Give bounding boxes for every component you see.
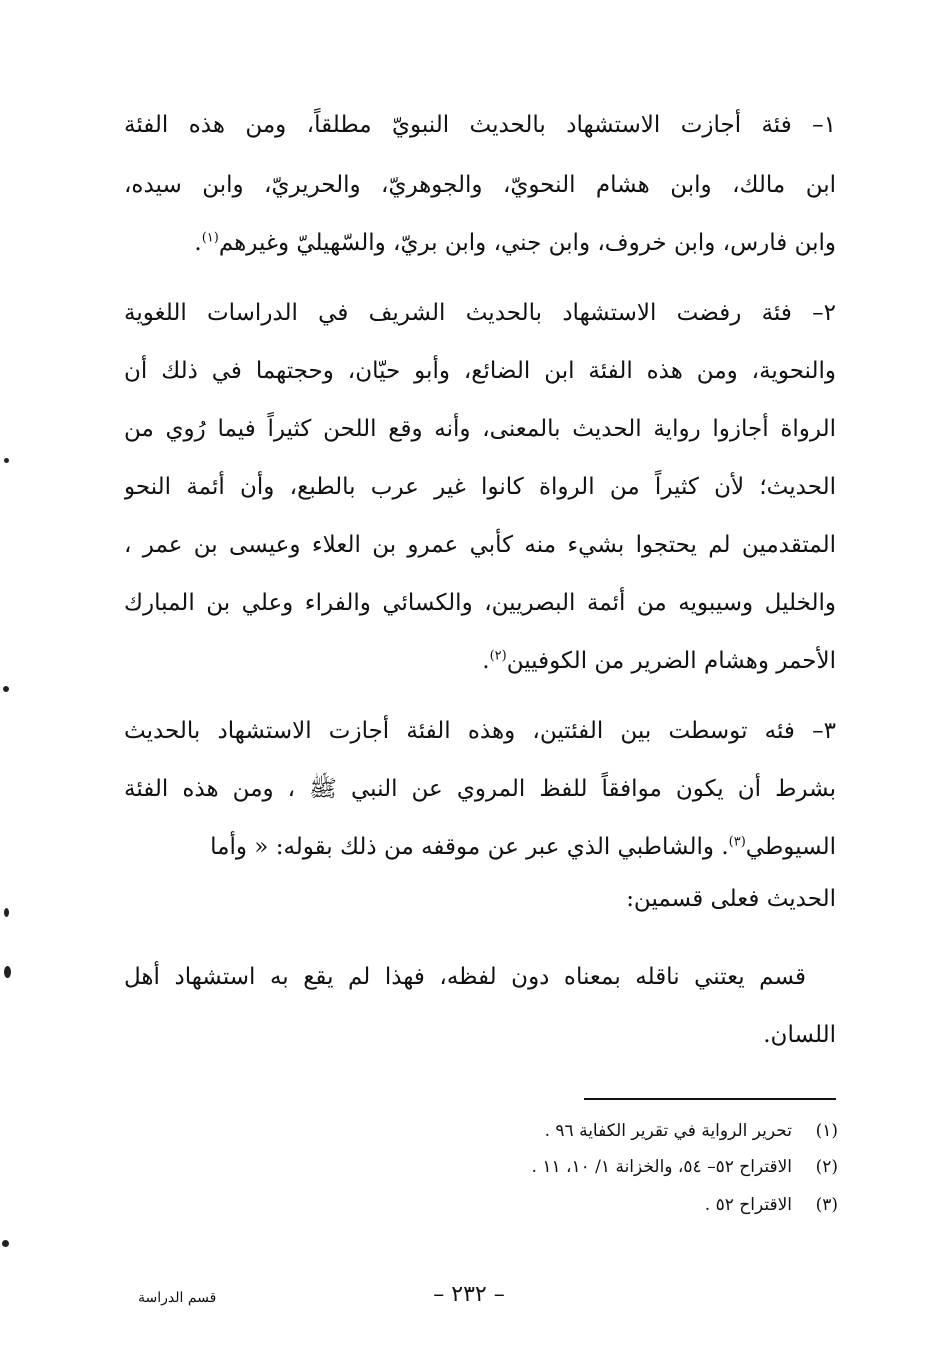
footnote-ref-3[interactable]: (٣) bbox=[728, 834, 746, 850]
footnote-ref-2[interactable]: (٢) bbox=[489, 648, 507, 664]
scan-speck bbox=[2, 1240, 9, 1247]
footnote-2-number: (٢) bbox=[815, 1157, 838, 1177]
paragraph-2-line-2: والنحوية، ومن هذه الفئة ابن الضائع، وأبو حيّان، وحجتهما في ذلك أن bbox=[124, 358, 836, 384]
footnote-separator bbox=[584, 1098, 836, 1100]
paragraph-2-line-3: الرواة أجازوا رواية الحديث بالمعنى، وأنه وقع اللحن كثيراً فيما رُوي من bbox=[124, 416, 836, 442]
quote-line-2: اللسان. bbox=[763, 1022, 836, 1048]
paragraph-2-line-6: والخليل وسيبويه من أئمة البصريين، والكسائي والفراء وعلي بن المبارك bbox=[124, 590, 836, 616]
paragraph-3-line-2: بشرط أن يكون موافقاً للفظ المروي عن النبي ﷺ ، ومن هذه الفئة bbox=[124, 776, 836, 802]
scan-speck bbox=[4, 458, 9, 463]
paragraph-3-line-3 bbox=[124, 828, 836, 868]
paragraph-1-line-3 bbox=[124, 224, 836, 264]
paragraph-2-line-4: الحديث؛ لأن كثيراً من الرواة كانوا غير عرب بالطبع، وأن أئمة النحو bbox=[124, 474, 836, 500]
footnote-1 bbox=[545, 1118, 838, 1144]
footnote-1-text: تحرير الرواية في تقرير الكفاية ٩٦ . bbox=[544, 1121, 792, 1141]
footnote-3 bbox=[705, 1192, 838, 1218]
paragraph-1-line-2: ابن مالك، وابن هشام النحويّ، والجوهريّ، والحريريّ، وابن سيده، bbox=[124, 172, 836, 198]
footnote-2 bbox=[532, 1154, 838, 1180]
quote-line-1: قسم يعتني ناقله بمعناه دون لفظه، فهذا لم يقع به استشهاد أهل bbox=[124, 964, 806, 990]
paragraph-3-line-4: الحديث فعلى قسمين: bbox=[626, 886, 836, 912]
page-number: – ٢٣٢ – bbox=[433, 1282, 505, 1307]
paragraph-2-line-7 bbox=[124, 642, 836, 682]
footnote-3-text: الاقتراح ٥٢ . bbox=[704, 1195, 792, 1215]
footnote-1-number: (١) bbox=[815, 1121, 838, 1141]
paragraph-1-line-1: ١– فئة أجازت الاستشهاد بالحديث النبويّ مطلقاً، ومن هذه الفئة bbox=[124, 112, 836, 138]
scan-speck bbox=[4, 966, 11, 978]
paragraph-2-line-1: ٢– فئة رفضت الاستشهاد بالحديث الشريف في الدراسات اللغوية bbox=[124, 300, 836, 326]
scan-speck bbox=[3, 686, 9, 692]
paragraph-3-line-3-start: السيوطي bbox=[745, 834, 836, 860]
paragraph-1-end: . bbox=[194, 230, 202, 256]
paragraph-3-line-1: ٣– فئه توسطت بين الفئتين، وهذه الفئة أجازت الاستشهاد بالحديث bbox=[124, 718, 836, 744]
section-label: قسم الدراسة bbox=[138, 1290, 217, 1306]
footnote-2-text: الاقتراح ٥٢– ٥٤، والخزانة ١/ ١٠، ١١ . bbox=[531, 1157, 792, 1177]
paragraph-3-line-3-rest: . والشاطبي الذي عبر عن موقفه من ذلك بقوله: « وأما bbox=[210, 834, 729, 860]
footnote-ref-1[interactable]: (١) bbox=[201, 230, 219, 246]
paragraph-2-end: . bbox=[482, 648, 490, 674]
paragraph-2-line-7-text: الأحمر وهشام الضرير من الكوفيين bbox=[506, 648, 836, 674]
scan-speck bbox=[4, 908, 9, 917]
paragraph-2-line-5: المتقدمين لم يحتجوا بشيء منه كأبي عمرو بن العلاء وعيسى بن عمر ، bbox=[124, 532, 836, 558]
paragraph-1-line-3-text: وابن فارس، وابن خروف، وابن جني، وابن بريّ، والسّهيليّ وغيرهم bbox=[218, 230, 836, 256]
footnote-3-number: (٣) bbox=[815, 1195, 838, 1215]
